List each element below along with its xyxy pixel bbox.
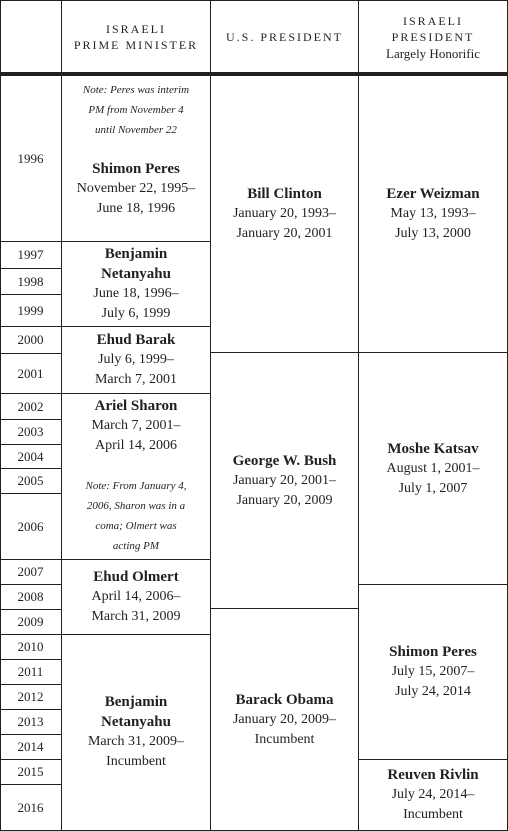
pm-barak-end: March 7, 2001 [94, 372, 178, 387]
us-bush-start: January 20, 2001– [232, 472, 337, 488]
us-clinton-start: January 20, 1993– [232, 206, 337, 221]
pm-netanyahu2-name1: Benjamin [104, 694, 168, 710]
pm-barak-start: July 6, 1999– [98, 352, 174, 367]
ip-rivlin-start: July 24, 2014– [391, 787, 475, 802]
us-obama-name: Barack Obama [235, 691, 334, 708]
year-1999: 1999 [17, 302, 44, 318]
ip-peres-end: July 24, 2014 [395, 684, 471, 699]
ip-weizman-end: July 13, 2000 [395, 226, 471, 241]
year-2015: 2015 [17, 764, 44, 779]
pm-netanyahu2-start: March 31, 2009– [87, 734, 185, 749]
pm-peres-start: November 22, 1995– [76, 181, 196, 196]
year-2014: 2014 [17, 739, 44, 754]
header-ip-sub: Largely Honorific [386, 45, 480, 61]
year-2012: 2012 [17, 689, 44, 704]
pm-note-peres [62, 80, 210, 140]
pm-peres-end: June 18, 1996 [96, 201, 176, 216]
header-pm-line2: PRIME MINISTER [73, 38, 199, 52]
ip-katsav-name: Moshe Katsav [387, 440, 479, 457]
us-obama-end: Incumbent [254, 731, 315, 747]
pm-note-sharon-line3: coma; Olmert was [95, 520, 177, 532]
pm-sharon-name: Ariel Sharon [94, 398, 178, 414]
pm-cell-netanyahu-2 [62, 688, 210, 776]
year-2011: 2011 [17, 664, 44, 679]
ip-peres-name: Shimon Peres [389, 644, 477, 660]
ip-cell-peres [359, 585, 507, 759]
pm-note-peres-line3: until November 22 [95, 124, 177, 136]
us-cell-bush [211, 353, 358, 608]
header-ip-line2: PRESIDENT [391, 29, 475, 44]
pm-olmert-start: April 14, 2006– [91, 589, 181, 604]
year-2007: 2007 [17, 564, 44, 579]
year-2008: 2008 [17, 589, 44, 604]
year-2016: 2016 [17, 799, 44, 815]
header-ip-line1: ISRAELI [403, 13, 463, 28]
year-1998: 1998 [17, 273, 44, 289]
ip-rivlin-end: Incumbent [403, 807, 463, 822]
us-cell-clinton [211, 76, 358, 352]
us-obama-start: January 20, 2009– [232, 711, 337, 727]
ip-cell-weizman [359, 76, 507, 352]
pm-sharon-end: April 14, 2006 [94, 438, 178, 453]
year-2009: 2009 [17, 614, 44, 629]
pm-netanyahu1-start: June 18, 1996– [93, 286, 179, 301]
year-2003: 2003 [17, 424, 44, 439]
year-1997: 1997 [17, 247, 44, 262]
pm-olmert-end: March 31, 2009 [91, 609, 181, 624]
pm-cell-sharon [62, 395, 210, 457]
year-2006: 2006 [17, 518, 44, 534]
ip-weizman-start: May 13, 1993– [390, 206, 476, 221]
pm-cell-peres [62, 158, 210, 220]
pm-sharon-start: March 7, 2001– [91, 418, 181, 433]
pm-note-peres-line2: PM from November 4 [88, 104, 184, 116]
header-us-president [211, 0, 358, 74]
year-2001: 2001 [17, 365, 44, 381]
us-bush-name: George W. Bush [232, 452, 337, 469]
pm-netanyahu1-end: July 6, 1999 [101, 306, 171, 321]
ip-rivlin-name: Reuven Rivlin [387, 767, 479, 783]
us-clinton-end: January 20, 2001 [236, 226, 333, 241]
us-clinton-name: Bill Clinton [247, 186, 322, 202]
ip-cell-rivlin [359, 760, 507, 830]
year-2004: 2004 [17, 448, 44, 464]
pm-olmert-name: Ehud Olmert [93, 569, 179, 585]
ip-katsav-start: August 1, 2001– [386, 460, 480, 476]
pm-cell-netanyahu-1 [62, 242, 210, 326]
header-us-label: U.S. PRESIDENT [225, 30, 343, 44]
pm-netanyahu2-end: Incumbent [106, 754, 166, 769]
ip-peres-start: July 15, 2007– [391, 664, 475, 679]
year-2010: 2010 [17, 639, 44, 654]
pm-netanyahu2-name2: Netanyahu [100, 714, 171, 730]
us-bush-end: January 20, 2009 [236, 492, 333, 508]
ip-cell-katsav [359, 353, 507, 584]
pm-note-sharon-line2: 2006, Sharon was in a [86, 500, 186, 512]
year-2002: 2002 [17, 398, 44, 414]
pm-peres-name: Shimon Peres [92, 161, 180, 177]
pm-barak-name: Ehud Barak [96, 332, 176, 348]
header-prime-minister [62, 0, 210, 74]
year-2005: 2005 [17, 473, 44, 488]
pm-cell-barak [62, 327, 210, 393]
year-2000: 2000 [17, 332, 44, 347]
pm-netanyahu1-name2: Netanyahu [100, 266, 171, 282]
ip-weizman-name: Ezer Weizman [386, 186, 480, 202]
pm-note-sharon-line1: Note: From January 4, [85, 480, 187, 492]
ip-katsav-end: July 1, 2007 [398, 480, 468, 496]
pm-note-peres-line1: Note: Peres was interim [82, 84, 190, 96]
year-1996: 1996 [17, 150, 44, 166]
pm-note-sharon-line4: acting PM [112, 540, 160, 552]
pm-netanyahu1-name1: Benjamin [104, 246, 168, 262]
pm-note-sharon [62, 475, 210, 557]
pm-cell-olmert [62, 560, 210, 634]
us-cell-obama [211, 609, 358, 830]
year-2013: 2013 [17, 714, 44, 729]
header-pm-line1: ISRAELI [106, 22, 166, 36]
header-israeli-president [359, 0, 507, 74]
